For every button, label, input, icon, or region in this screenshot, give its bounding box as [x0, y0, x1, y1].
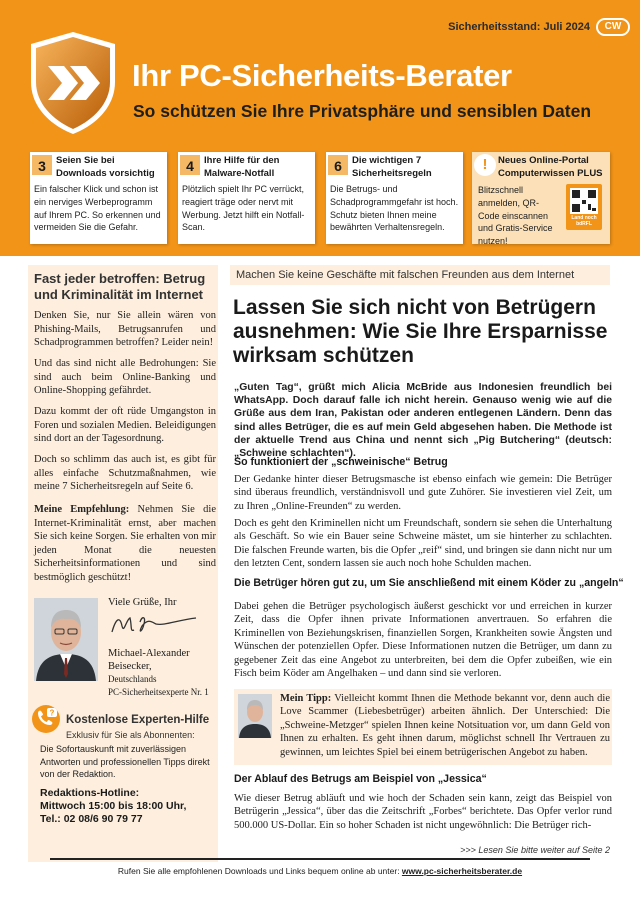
- teaser-title: Ihre Hilfe für den Malware-Notfall: [204, 155, 280, 179]
- section-heading: Die Betrüger hören gut zu, um Sie anschließend mit einem Köder zu „angeln“: [234, 577, 624, 589]
- page-subtitle: So schützen Sie Ihre Privatsphäre und sensiblen Daten: [133, 101, 592, 121]
- hotline-block: [40, 787, 220, 827]
- footer-link[interactable]: www.pc-sicherheitsberater.de: [401, 866, 523, 876]
- article-kicker: Machen Sie keine Geschäfte mit falschen Freunden aus dem Internet: [230, 265, 610, 285]
- teaser-malware[interactable]: [178, 152, 315, 244]
- teaser-body: Plötzlich spielt Ihr PC verrückt, reagiert träge oder nervt mit Werbung. Jetzt hilft ein Notfall-Scan.: [182, 184, 305, 233]
- qr-caption: Land noch bdRFL: [571, 215, 597, 227]
- editorial-paragraph: Doch so schlimm das auch ist, es gibt für alles einfache Schutzmaßnahmen, wie meine 7 Sicherheitsregeln auf Seite 6.: [34, 454, 216, 493]
- signature: [108, 612, 200, 638]
- shield-icon: [28, 30, 118, 136]
- hotline-phone[interactable]: Tel.: 02 08/6 90 79 77: [40, 813, 143, 826]
- author-thumbnail: [238, 694, 272, 738]
- recommendation-label: Meine Empfehlung:: [34, 504, 130, 515]
- expert-subheading: Exklusiv für Sie als Abonnenten:: [66, 730, 195, 740]
- exclamation-icon: !: [474, 154, 496, 176]
- recommendation-paragraph: [34, 503, 216, 585]
- teaser-title: Seien Sie bei Downloads vorsichtig: [56, 155, 155, 179]
- recommendation-text: Nehmen Sie die Internet-Kriminalität ernst, aber machen Sie sich keine Sorgen. Sie erhalten von mir jeden Monat die neuesten Sicherheitsinformationen und sind bestmöglich geschützt!: [34, 504, 216, 583]
- continue-link[interactable]: >>> Lesen Sie bitte weiter auf Seite 2: [460, 845, 610, 855]
- editorial-paragraph: Dazu kommt der oft rüde Umgangston in Foren und sozialen Medien. Beleidigungen sind dort an der Tagesordnung.: [34, 406, 216, 445]
- article-paragraph: Wie dieser Betrug abläuft und wie hoch der Schaden sein kann, zeigt das Beispiel von Betrügerin „Jessica“, über das die Zeitschrift „Forbes“ berichtete. Das Opfer verlor rund 500.000 US-Dollar. Ein so hoher Schaden ist nicht ungewöhnlich: Die Betrüger rich-: [234, 793, 612, 831]
- qr-code-icon[interactable]: [566, 184, 602, 230]
- hotline-label: Redaktions-Hotline:: [40, 787, 140, 799]
- expert-body: Die Sofortauskunft mit zuverlässigen Antworten und professionellen Tipps direkt von der Redaktion.: [40, 744, 210, 779]
- article-headline: Lassen Sie sich nicht von Betrügern ausnehmen: Wie Sie Ihre Ersparnisse wirksam schützen: [233, 296, 608, 367]
- editorial-paragraph: Denken Sie, nur Sie allein wären von Phishing-Mails, Betrugsanrufen und Schadprogrammen betroffen? Leider nein!: [34, 310, 216, 349]
- author-portrait: [34, 598, 98, 681]
- author-name: Michael-Alexander: [108, 648, 190, 659]
- tip-label: Mein Tipp:: [280, 693, 332, 704]
- footer-text: Rufen Sie alle empfohlenen Downloads und Links bequem online ab unter:: [117, 866, 402, 876]
- article-paragraph: Doch es geht den Kriminellen nicht um Freundschaft, sondern sie sehen die Unterhaltung als Geschäft. So wie ein Bauer seine Schweine mästet, um sie hinterher zu schlachten. Die falschen Freunde warten, bis die Opfer „reif“ sind, und bringen sie dann nicht nur um den letzten Cent, sondern lassen sie auch noch hohe Schulden machen.: [234, 518, 612, 570]
- teaser-title: Die wichtigen 7 Sicherheitsregeln: [352, 155, 432, 179]
- teaser-body: Ein falscher Klick und schon ist ein nerviges Werbeprogramm auf Ihrem PC. So erkennen und vermeiden Sie die Gefahr.: [34, 184, 161, 233]
- footer: [0, 866, 640, 876]
- footer-divider: [50, 858, 590, 860]
- header-banner: [0, 0, 640, 256]
- page-number-badge: 3: [32, 155, 52, 175]
- author-block: [108, 647, 209, 699]
- expert-help-box: [28, 701, 218, 833]
- brand-logo: CW: [596, 18, 630, 36]
- expert-heading: Kostenlose Experten-Hilfe: [66, 714, 210, 726]
- teaser-downloads[interactable]: [30, 152, 167, 244]
- section-heading: So funktioniert der „schweinische“ Betrug: [234, 456, 448, 468]
- teaser-body: Die Betrugs- und Schadprogrammgefahr ist hoch. Schutz bieten Ihnen meine bewährten Verhaltensregeln.: [330, 184, 459, 233]
- tip-box: [234, 689, 612, 765]
- tip-body: Vielleicht kommt Ihnen die Methode bekannt vor, denn auch die Love Scammer (Liebesbetrüger) arbeiten ähnlich. Der Unterschied: Die „Schweine-Metzger“ spielen Ihnen keine Notsituation vor, um dann Geld von Ihnen zu erhalten. Es geht ihnen darum, möglichst schnell Ihr Vertrauen zu gewinnen, um leichtes Spiel bei einem betrügerischen Angebot zu haben.: [280, 693, 610, 758]
- page-number-badge: 6: [328, 155, 348, 175]
- page-title: Ihr PC-Sicherheits-Berater: [132, 58, 512, 93]
- tip-text: [280, 692, 610, 759]
- author-role: Deutschlands: [108, 674, 157, 684]
- greeting: Viele Grüße, Ihr: [108, 597, 177, 608]
- security-date: Sicherheitsstand: Juli 2024: [448, 21, 590, 33]
- hotline-time: Mittwoch 15:00 bis 18:00 Uhr,: [40, 800, 187, 813]
- editorial-heading: Fast jeder betroffen: Betrug und Kriminalität im Internet: [34, 271, 206, 302]
- phone-question-icon: [32, 705, 60, 733]
- article-paragraph: Dabei gehen die Betrüger psychologisch äußerst geschickt vor und erreichen in kurzer Zeit, dass die Opfer ihnen private Informationen anvertrauen. So erfahren die Kriminellen von Beziehungskrisen, finanziellen Sorgen, Krankheiten sowie Ängsten und Wünschen der potenziellen Opfer. Diese Informationen nutzen die Betrüger, um dann zu gegebener Zeit das eine Angebot zu unterbreiten, bei dem die Opfer zubeißen, wie ein Fisch beim Köder am Angelhaken – und dann sind sie verloren.: [234, 601, 612, 680]
- svg-text:?: ?: [49, 708, 55, 718]
- teaser-body: Blitzschnell anmelden, QR-Code einscannen und Gratis-Service nutzen!: [478, 185, 553, 247]
- author-name: Beisecker,: [108, 661, 152, 672]
- article-paragraph: Der Gedanke hinter dieser Betrugsmasche ist ebenso einfach wie gemein: Die Betrüger sind überaus freundlich, verständnisvoll und gute Zuhörer. Sie investieren viel Zeit, um zu Ihren „Online-Freunden“ zu werden.: [234, 474, 612, 512]
- teaser-portal[interactable]: [472, 152, 610, 247]
- page-number-badge: 4: [180, 155, 200, 175]
- section-heading: Der Ablauf des Betrugs am Beispiel von „Jessica“: [234, 773, 487, 785]
- article-lead: „Guten Tag“, grüßt mich Alicia McBride aus Indonesien freundlich bei WhatsApp. Doch darauf falle ich nicht herein. Genauso wenig wie auf die Grüße aus dem Iran, Pakistan oder anderen entlegenen Ländern. Denn das sind alles Betrüger, die es auf mein Geld abgesehen haben. Die Methode ist der aktuelle Trend aus China und nennt sich „Pig Butchering“ (deutsch: „Schweine schlachten“).: [234, 382, 612, 460]
- teaser-title: Neues Online-Portal Computerwissen PLUS: [498, 155, 603, 179]
- teaser-rules[interactable]: [326, 152, 463, 244]
- author-role: PC-Sicherheitsexperte Nr. 1: [108, 687, 209, 697]
- editorial-paragraph: Und das sind nicht alle Bedrohungen: Sie sind auch beim Online-Banking und Online-Shopping gefährdet.: [34, 358, 216, 397]
